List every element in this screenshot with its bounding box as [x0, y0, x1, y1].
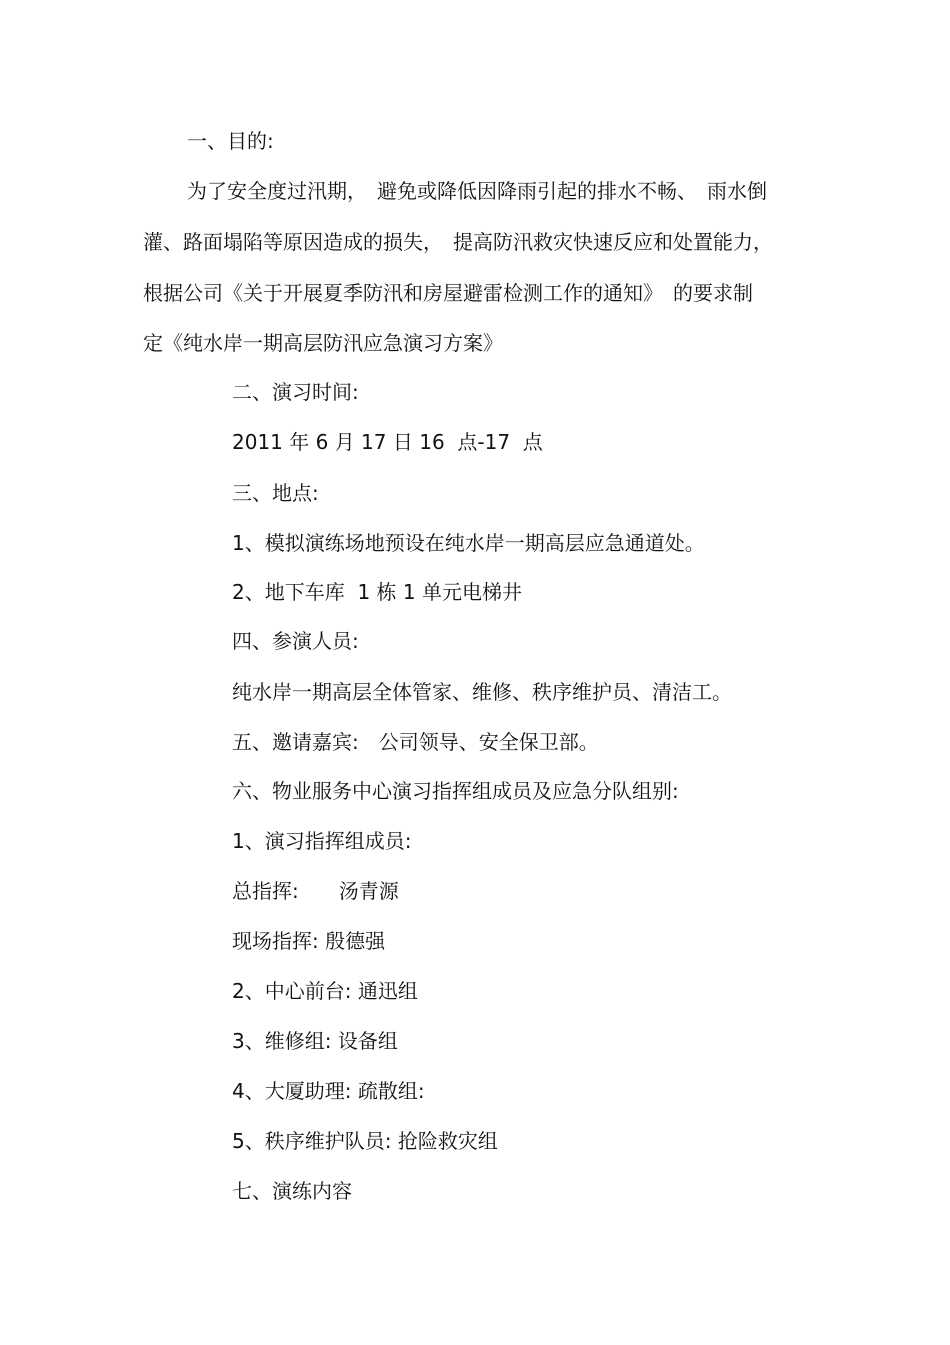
location-item-1: 1、模拟演练场地预设在纯水岸一期高层应急通道处。	[232, 531, 705, 555]
purpose-text-line-4: 定《纯水岸一期高层防汛应急演习方案》	[143, 331, 503, 355]
section-heading-participants: 四、参演人员:	[232, 629, 359, 653]
group-5-line: 5、秩序维护队员: 抢险救灾组	[232, 1129, 498, 1153]
group-1-heading: 1、演习指挥组成员:	[232, 829, 412, 853]
purpose-text-line-2: 灌、路面塌陷等原因造成的损失， 提高防汛救灾快速反应和处置能力，	[143, 230, 773, 254]
purpose-text-line-1: 为了安全度过汛期， 避免或降低因降雨引起的排水不畅、 雨水倒	[187, 179, 767, 203]
purpose-text-line-3: 根据公司《关于开展夏季防汛和房屋避雷检测工作的通知》 的要求制	[143, 281, 753, 305]
location-item-2: 2、地下车库 1 栋 1 单元电梯井	[232, 580, 522, 604]
section-heading-location: 三、地点:	[232, 481, 319, 505]
section-heading-purpose: 一、目的:	[187, 129, 274, 153]
group-2-line: 2、中心前台: 通迅组	[232, 979, 418, 1003]
section-heading-drill-content: 七、演练内容	[232, 1179, 352, 1203]
section-heading-drill-time: 二、演习时间:	[232, 380, 359, 404]
drill-time-text: 2011 年 6 月 17 日 16 点-17 点	[232, 430, 543, 454]
section-heading-guests: 五、邀请嘉宾: 公司领导、安全保卫部。	[232, 730, 599, 754]
participants-text: 纯水岸一期高层全体管家、维修、秩序维护员、清洁工。	[232, 680, 732, 704]
group-3-line: 3、维修组: 设备组	[232, 1029, 398, 1053]
commander-line: 总指挥: 汤青源	[232, 879, 399, 903]
section-heading-command-groups: 六、物业服务中心演习指挥组成员及应急分队组别:	[232, 779, 679, 803]
group-4-line: 4、大厦助理: 疏散组:	[232, 1079, 425, 1103]
site-commander-line: 现场指挥: 殷德强	[232, 929, 386, 953]
